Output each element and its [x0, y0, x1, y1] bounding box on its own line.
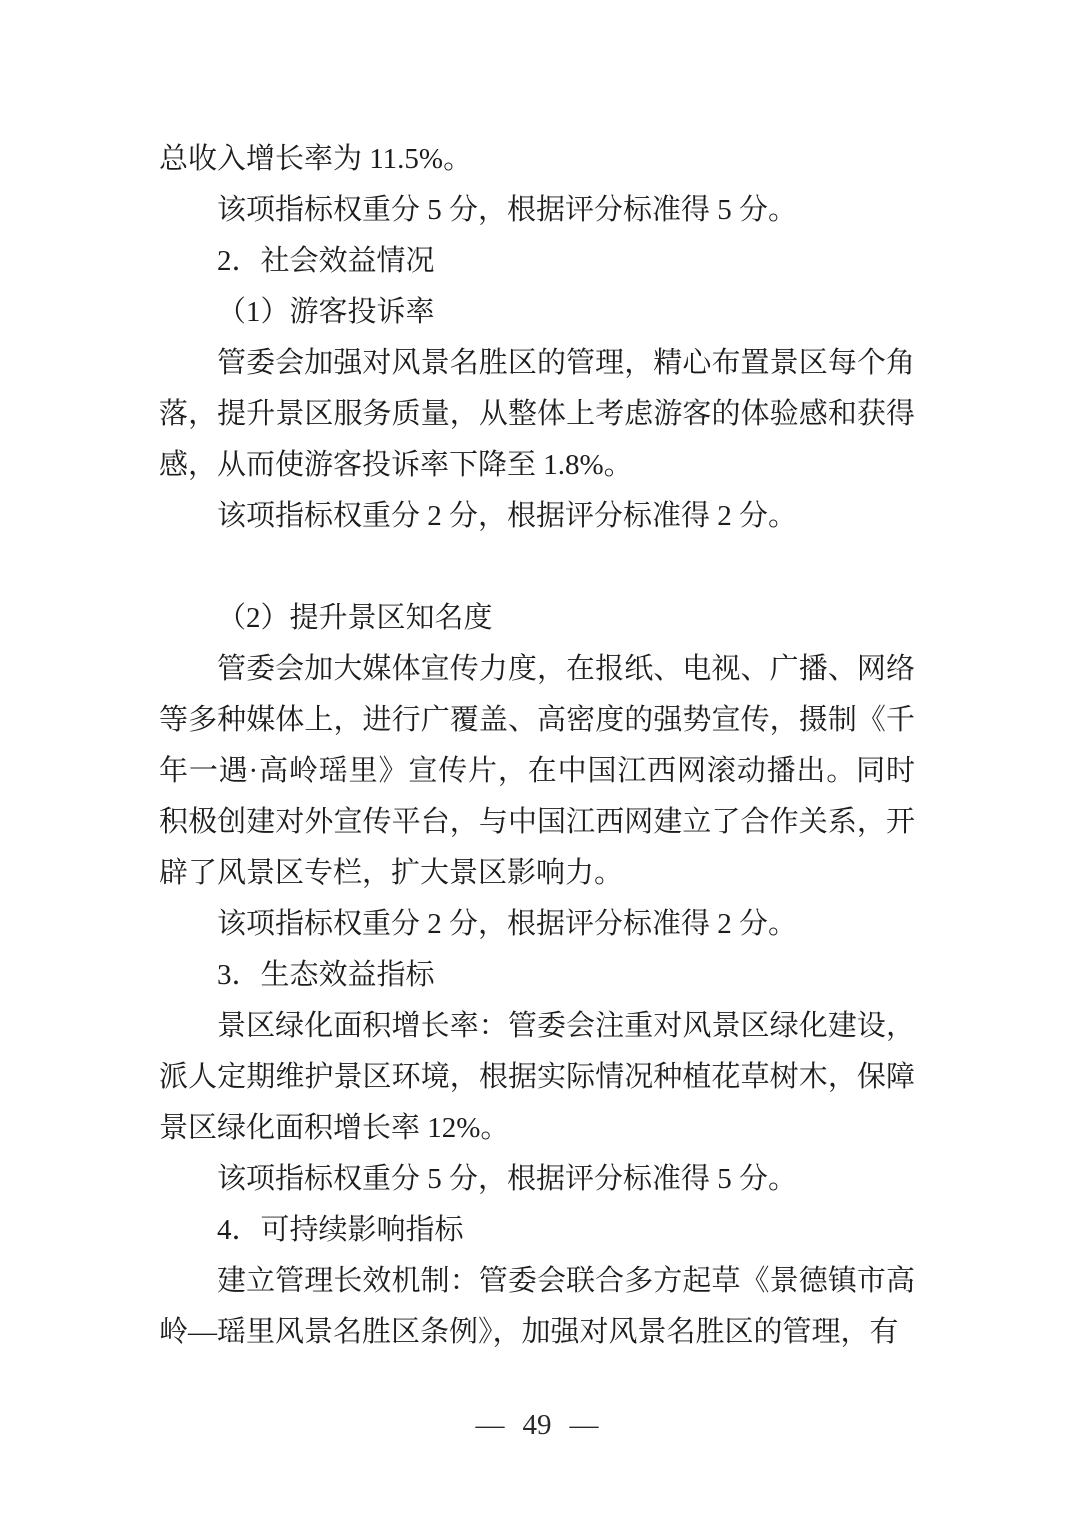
document-body — [159, 134, 915, 1358]
paragraph-media-promotion-detail: 管委会加大媒体宣传力度，在报纸、电视、广播、网络等多种媒体上，进行广覆盖、高密度的强势宣传，摄制《千年一遇·高岭瑶里》宣传片，在中国江西网滚动播出。同时积极创建对外宣传平台，与中国江西网建立了合作关系，开辟了风景区专栏，扩大景区影响力。 — [159, 653, 915, 889]
paragraph-revenue-growth: 总收入增长率为 11.5%。 — [159, 143, 473, 175]
paragraph-score-weight-5b: 该项指标权重分 5 分，根据评分标准得 5 分。 — [217, 1163, 798, 1195]
subheading-scenic-area-visibility: （2）提升景区知名度 — [217, 602, 493, 634]
footer-left-dash: — — [475, 1409, 505, 1441]
paragraph-complaint-rate-detail: 管委会加强对风景名胜区的管理，精心布置景区每个角落，提升景区服务质量，从整体上考虑游客的体验感和获得感，从而使游客投诉率下降至 1.8%。 — [159, 347, 915, 481]
paragraph-score-weight-2a: 该项指标权重分 2 分，根据评分标准得 2 分。 — [217, 500, 798, 532]
paragraph-score-weight-2b: 该项指标权重分 2 分，根据评分标准得 2 分。 — [217, 908, 798, 940]
heading-sustainable-impact: 4．可持续影响指标 — [217, 1214, 464, 1246]
heading-social-benefit: 2．社会效益情况 — [217, 245, 435, 277]
paragraph-management-mechanism: 建立管理长效机制：管委会联合多方起草《景德镇市高岭—瑶里风景名胜区条例》，加强对风景名胜区的管理，有 — [159, 1265, 915, 1348]
paragraph-greening-growth-detail: 景区绿化面积增长率：管委会注重对风景区绿化建设，派人定期维护景区环境，根据实际情况种植花草树木，保障景区绿化面积增长率 12%。 — [159, 1010, 915, 1144]
heading-ecological-benefit: 3．生态效益指标 — [217, 959, 435, 991]
paragraph-score-weight-5a: 该项指标权重分 5 分，根据评分标准得 5 分。 — [217, 194, 798, 226]
subheading-visitor-complaint-rate: （1）游客投诉率 — [217, 296, 435, 328]
footer-right-dash: — — [569, 1409, 599, 1441]
page-number: 49 — [522, 1409, 552, 1441]
page-footer — [0, 1400, 1074, 1451]
